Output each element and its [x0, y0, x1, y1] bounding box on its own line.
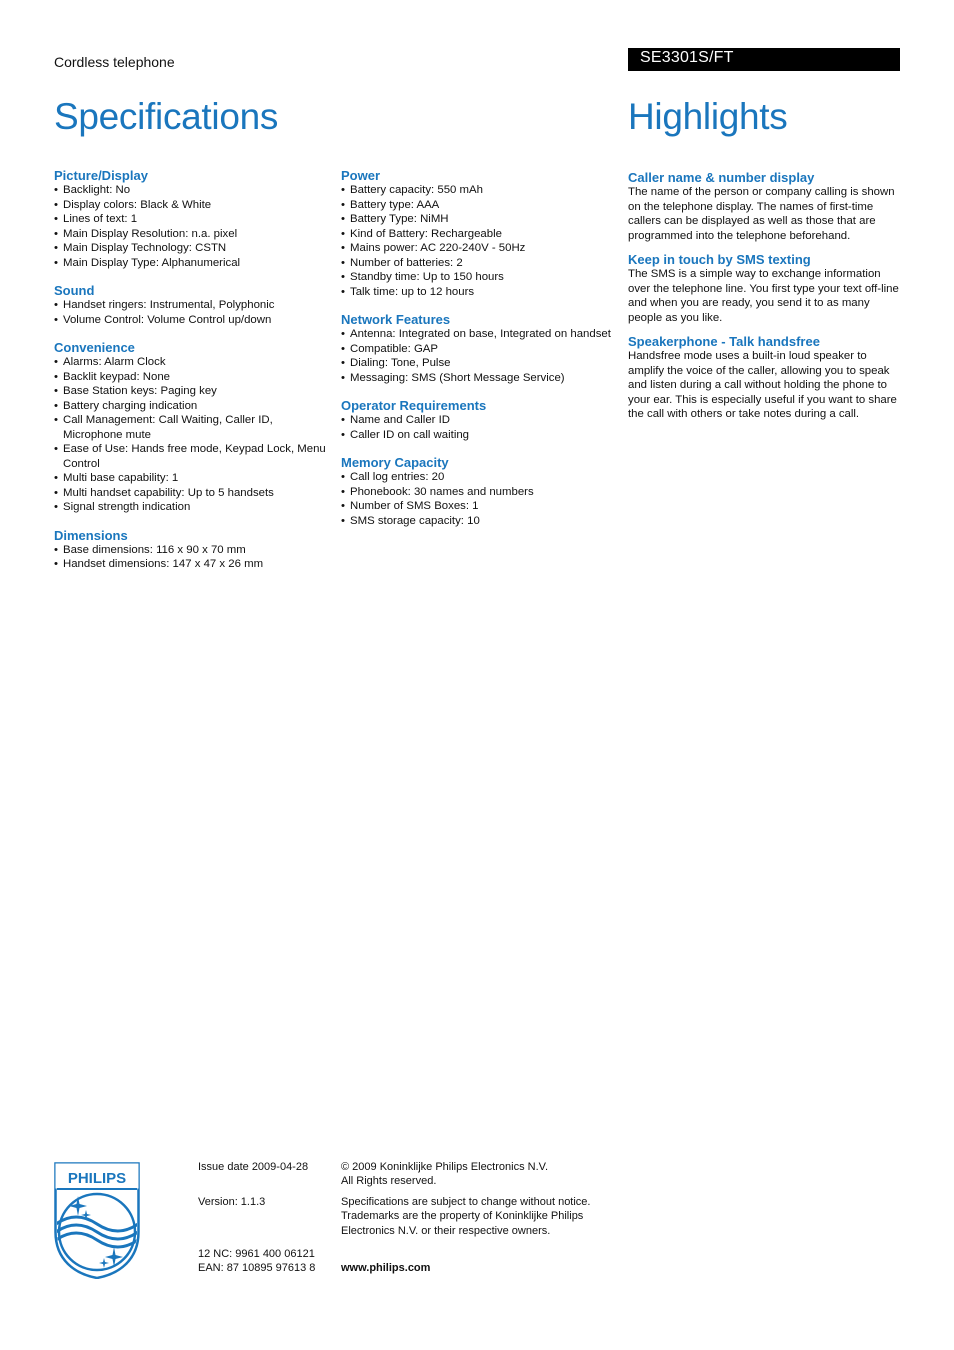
- spec-item: • Main Display Technology: CSTN: [54, 241, 329, 256]
- spec-item: • Display colors: Black & White: [54, 198, 329, 213]
- spec-list: [54, 183, 329, 270]
- spec-list: [54, 355, 329, 515]
- spec-column-2: [341, 168, 621, 541]
- spec-item: • Signal strength indication: [54, 500, 329, 515]
- nc-number: 12 NC: 9961 400 06121: [198, 1248, 315, 1260]
- copyright-line-2: All Rights reserved.: [341, 1175, 437, 1187]
- highlight-title: Keep in touch by SMS texting: [628, 252, 811, 267]
- spec-item: • Dialing: Tone, Pulse: [341, 356, 621, 371]
- spec-list: [341, 183, 621, 299]
- spec-item: • Base Station keys: Paging key: [54, 384, 329, 399]
- spec-item: • Lines of text: 1: [54, 212, 329, 227]
- highlights-title: Highlights: [628, 96, 788, 137]
- highlight-item: [628, 170, 903, 243]
- highlight-text: Handsfree mode uses a built-in loud speaker to amplify the voice of the caller, allowing you to speak and listen during a call without holding the phone to your ear. This is especially useful if you want to share the call with others or take notes during a call.: [628, 350, 897, 420]
- spec-section-title: Memory Capacity: [341, 455, 449, 470]
- category-label: Cordless telephone: [54, 54, 175, 70]
- highlights-column: [628, 168, 903, 431]
- spec-section: [54, 340, 329, 515]
- spec-item: • SMS storage capacity: 10: [341, 514, 621, 529]
- spec-item: • Mains power: AC 220-240V - 50Hz: [341, 241, 621, 256]
- spec-section: [54, 168, 329, 270]
- spec-list: [341, 470, 621, 528]
- highlight-title: Speakerphone - Talk handsfree: [628, 334, 820, 349]
- spec-section-title: Dimensions: [54, 527, 128, 543]
- spec-item: • Handset ringers: Instrumental, Polyphonic: [54, 298, 329, 313]
- spec-item: • Battery type: AAA: [341, 198, 621, 213]
- spec-item: • Antenna: Integrated on base, Integrated on handset: [341, 327, 621, 342]
- spec-item: • Number of SMS Boxes: 1: [341, 499, 621, 514]
- notice-line-2: Trademarks are the property of Koninklijke Philips: [341, 1210, 584, 1222]
- spec-item: • Standby time: Up to 150 hours: [341, 270, 621, 285]
- spec-item: • Caller ID on call waiting: [341, 428, 621, 443]
- spec-section: [341, 312, 621, 385]
- highlight-title: Caller name & number display: [628, 170, 815, 185]
- spec-item: • Call log entries: 20: [341, 470, 621, 485]
- highlight-item: [628, 252, 903, 325]
- copyright-line-1: © 2009 Koninklijke Philips Electronics N.V.: [341, 1161, 549, 1173]
- spec-item: • Backlight: No: [54, 183, 329, 198]
- spec-item: • Compatible: GAP: [341, 342, 621, 357]
- issue-date: Issue date 2009-04-28: [198, 1161, 309, 1173]
- spec-section-title: Picture/Display: [54, 168, 148, 183]
- spec-list: [54, 298, 329, 327]
- spec-section: [341, 455, 621, 528]
- spec-item: • Volume Control: Volume Control up/down: [54, 313, 329, 328]
- spec-item: • Battery Type: NiMH: [341, 212, 621, 227]
- spec-item: • Talk time: up to 12 hours: [341, 285, 621, 300]
- spec-item: • Main Display Resolution: n.a. pixel: [54, 227, 329, 242]
- notice-line-1: Specifications are subject to change without notice.: [341, 1196, 591, 1208]
- highlight-item: [628, 334, 903, 422]
- notice-line-3: Electronics N.V. or their respective owners.: [341, 1225, 551, 1237]
- version: Version: 1.1.3: [198, 1196, 266, 1208]
- spec-section: [54, 528, 329, 572]
- spec-item: • Alarms: Alarm Clock: [54, 355, 329, 370]
- spec-section-title: Sound: [54, 283, 95, 298]
- spec-section-title: Operator Requirements: [341, 398, 487, 413]
- spec-item: • Backlit keypad: None: [54, 370, 329, 385]
- spec-section: [341, 398, 621, 442]
- model-number-badge: SE3301S/FT: [628, 48, 900, 71]
- spec-item: • Number of batteries: 2: [341, 256, 621, 271]
- logo-wordmark: PHILIPS: [67, 1170, 127, 1187]
- spec-item: • Base dimensions: 116 x 90 x 70 mm: [54, 543, 329, 558]
- spec-item: • Ease of Use: Hands free mode, Keypad Lock, Menu Control: [54, 442, 329, 471]
- spec-item: • Call Management: Call Waiting, Caller ID, Microphone mute: [54, 413, 329, 442]
- spec-item: • Multi base capability: 1: [54, 471, 329, 486]
- spec-list: [341, 413, 621, 442]
- specifications-title: Specifications: [54, 96, 279, 137]
- website-link[interactable]: www.philips.com: [341, 1262, 431, 1274]
- spec-list: [54, 543, 329, 572]
- spec-list: [341, 327, 621, 385]
- spec-item: • Name and Caller ID: [341, 413, 621, 428]
- spec-item: • Battery charging indication: [54, 399, 329, 414]
- spec-section: [54, 283, 329, 327]
- philips-shield-logo-icon: [54, 1162, 140, 1279]
- spec-section-title: Convenience: [54, 340, 135, 355]
- spec-item: • Messaging: SMS (Short Message Service): [341, 371, 621, 386]
- spec-section: [341, 168, 621, 299]
- spec-item: • Handset dimensions: 147 x 47 x 26 mm: [54, 557, 329, 572]
- highlight-text: The SMS is a simple way to exchange information over the telephone line. You first type your text off-line and when you are ready, you send it to as many people as you like.: [628, 268, 899, 324]
- spec-item: • Battery capacity: 550 mAh: [341, 183, 621, 198]
- ean-number: EAN: 87 10895 97613 8: [198, 1262, 316, 1274]
- spec-item: • Phonebook: 30 names and numbers: [341, 485, 621, 500]
- spec-item: • Multi handset capability: Up to 5 handsets: [54, 486, 329, 501]
- highlight-text: The name of the person or company calling is shown on the telephone display. The names of first-time callers can be displayed as well as those that are programmed into the telephone beforehand.: [628, 186, 895, 242]
- spec-column-1: [54, 168, 329, 585]
- spec-section-title: Power: [341, 168, 381, 183]
- spec-section-title: Network Features: [341, 312, 451, 327]
- spec-item: • Kind of Battery: Rechargeable: [341, 227, 621, 242]
- spec-item: • Main Display Type: Alphanumerical: [54, 256, 329, 271]
